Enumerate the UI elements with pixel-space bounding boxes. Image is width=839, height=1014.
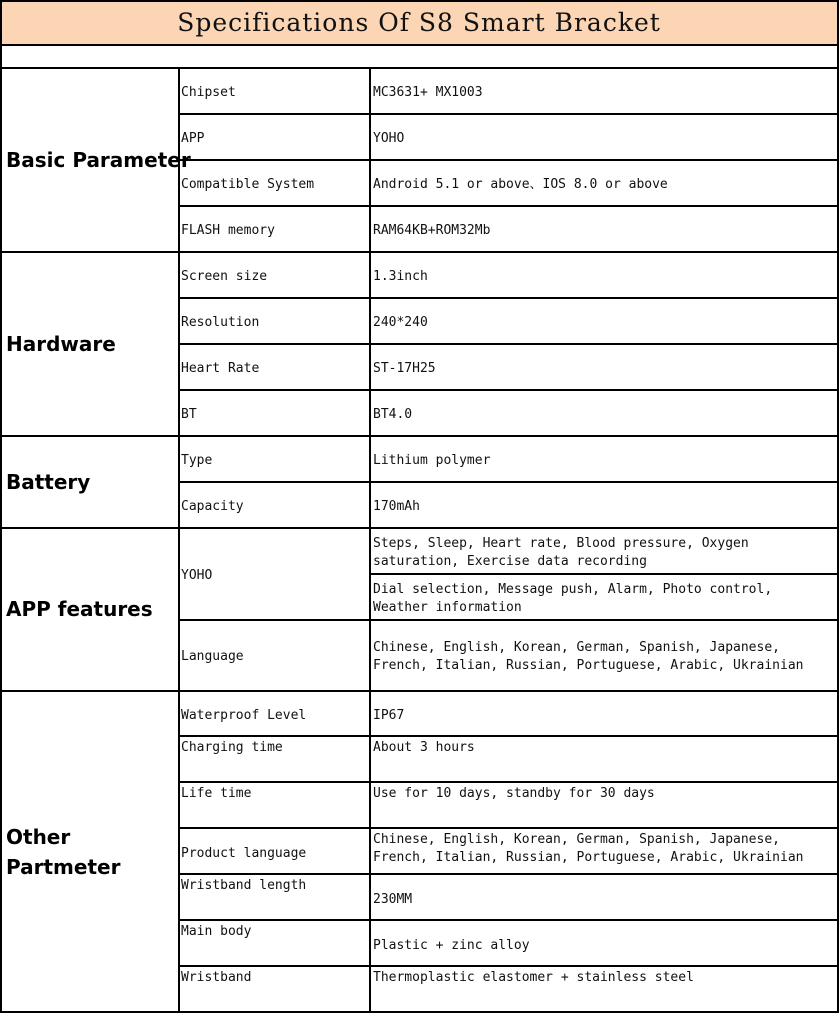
row-label-flash-memory: FLASH memory <box>181 223 275 238</box>
row-value-life-time: Use for 10 days, standby for 30 days <box>373 786 655 801</box>
row-value-yoho-tools-line2: Weather information <box>373 600 522 615</box>
table-border <box>0 1011 839 1013</box>
page-title: Specifications Of S8 Smart Bracket <box>1 1 837 44</box>
row-value-yoho-health-line1: Steps, Sleep, Heart rate, Blood pressure, Oxygen <box>373 536 749 551</box>
row-label-language: Language <box>181 649 244 664</box>
row-value-chipset: MC3631+ MX1003 <box>373 85 483 100</box>
row-value-wristband-length: 230MM <box>373 892 413 907</box>
row-value-screen-size: 1.3inch <box>373 269 428 284</box>
section-battery: Battery <box>6 470 91 494</box>
row-value-capacity: 170mAh <box>373 499 420 514</box>
row-label-wristband: Wristband <box>181 970 252 985</box>
row-label-bt: BT <box>181 407 197 422</box>
row-divider <box>178 297 839 299</box>
row-divider <box>178 827 839 829</box>
row-value-language-line2: French, Italian, Russian, Portuguese, Arabic, Ukrainian <box>373 658 804 673</box>
row-value-bt: BT4.0 <box>373 407 413 422</box>
row-divider <box>178 781 839 783</box>
row-label-heart-rate: Heart Rate <box>181 361 260 376</box>
row-divider <box>178 619 839 621</box>
row-label-chipset: Chipset <box>181 85 236 100</box>
row-value-product-language-line1: Chinese, English, Korean, German, Spanish, Japanese, <box>373 832 780 847</box>
section-other-line2: Partmeter <box>6 855 121 879</box>
row-value-heart-rate: ST-17H25 <box>373 361 436 376</box>
section-divider <box>0 251 839 253</box>
row-value-compatible-system: Android 5.1 or above、IOS 8.0 or above <box>373 177 668 192</box>
column-divider <box>369 67 371 1013</box>
row-label-main-body: Main body <box>181 924 252 939</box>
row-value-wristband: Thermoplastic elastomer + stainless steel <box>373 970 694 985</box>
table-border <box>0 0 2 1013</box>
section-hardware: Hardware <box>6 332 116 356</box>
row-label-waterproof-level: Waterproof Level <box>181 708 307 723</box>
row-value-product-language-line2: French, Italian, Russian, Portuguese, Arabic, Ukrainian <box>373 850 804 865</box>
section-basic-parameter: Basic Parameter <box>6 148 191 172</box>
row-label-yoho: YOHO <box>181 568 213 583</box>
table-border <box>0 44 839 46</box>
row-value-yoho-health-line2: saturation, Exercise data recording <box>373 554 647 569</box>
row-label-life-time: Life time <box>181 786 252 801</box>
row-label-wristband-length: Wristband length <box>181 878 307 893</box>
row-value-waterproof-level: IP67 <box>373 708 405 723</box>
row-value-main-body: Plastic + zinc alloy <box>373 938 530 953</box>
section-other-line1: Other <box>6 825 71 849</box>
section-divider <box>0 527 839 529</box>
row-label-resolution: Resolution <box>181 315 260 330</box>
column-divider <box>178 67 180 1013</box>
row-value-type: Lithium polymer <box>373 453 491 468</box>
row-divider <box>178 873 839 875</box>
row-divider <box>178 735 839 737</box>
row-value-charging-time: About 3 hours <box>373 740 475 755</box>
row-divider <box>178 965 839 967</box>
row-value-flash-memory: RAM64KB+ROM32Mb <box>373 223 491 238</box>
row-label-charging-time: Charging time <box>181 740 283 755</box>
row-divider <box>178 919 839 921</box>
row-label-compatible-system: Compatible System <box>181 177 315 192</box>
row-divider <box>178 113 839 115</box>
row-label-product-language: Product language <box>181 846 307 861</box>
row-label-app: APP <box>181 131 205 146</box>
row-value-app: YOHO <box>373 131 405 146</box>
row-divider <box>178 205 839 207</box>
row-value-yoho-tools-line1: Dial selection, Message push, Alarm, Photo control, <box>373 582 773 597</box>
row-divider <box>369 573 839 575</box>
section-divider <box>0 690 839 692</box>
row-label-type: Type <box>181 453 213 468</box>
table-border <box>0 67 839 69</box>
row-value-resolution: 240*240 <box>373 315 428 330</box>
section-app-features: APP features <box>6 597 153 621</box>
row-divider <box>178 343 839 345</box>
row-divider <box>178 389 839 391</box>
row-divider <box>178 159 839 161</box>
row-value-language-line1: Chinese, English, Korean, German, Spanish, Japanese, <box>373 640 780 655</box>
section-divider <box>0 435 839 437</box>
row-label-screen-size: Screen size <box>181 269 268 284</box>
row-divider <box>178 481 839 483</box>
row-label-capacity: Capacity <box>181 499 244 514</box>
table-border <box>0 0 839 2</box>
